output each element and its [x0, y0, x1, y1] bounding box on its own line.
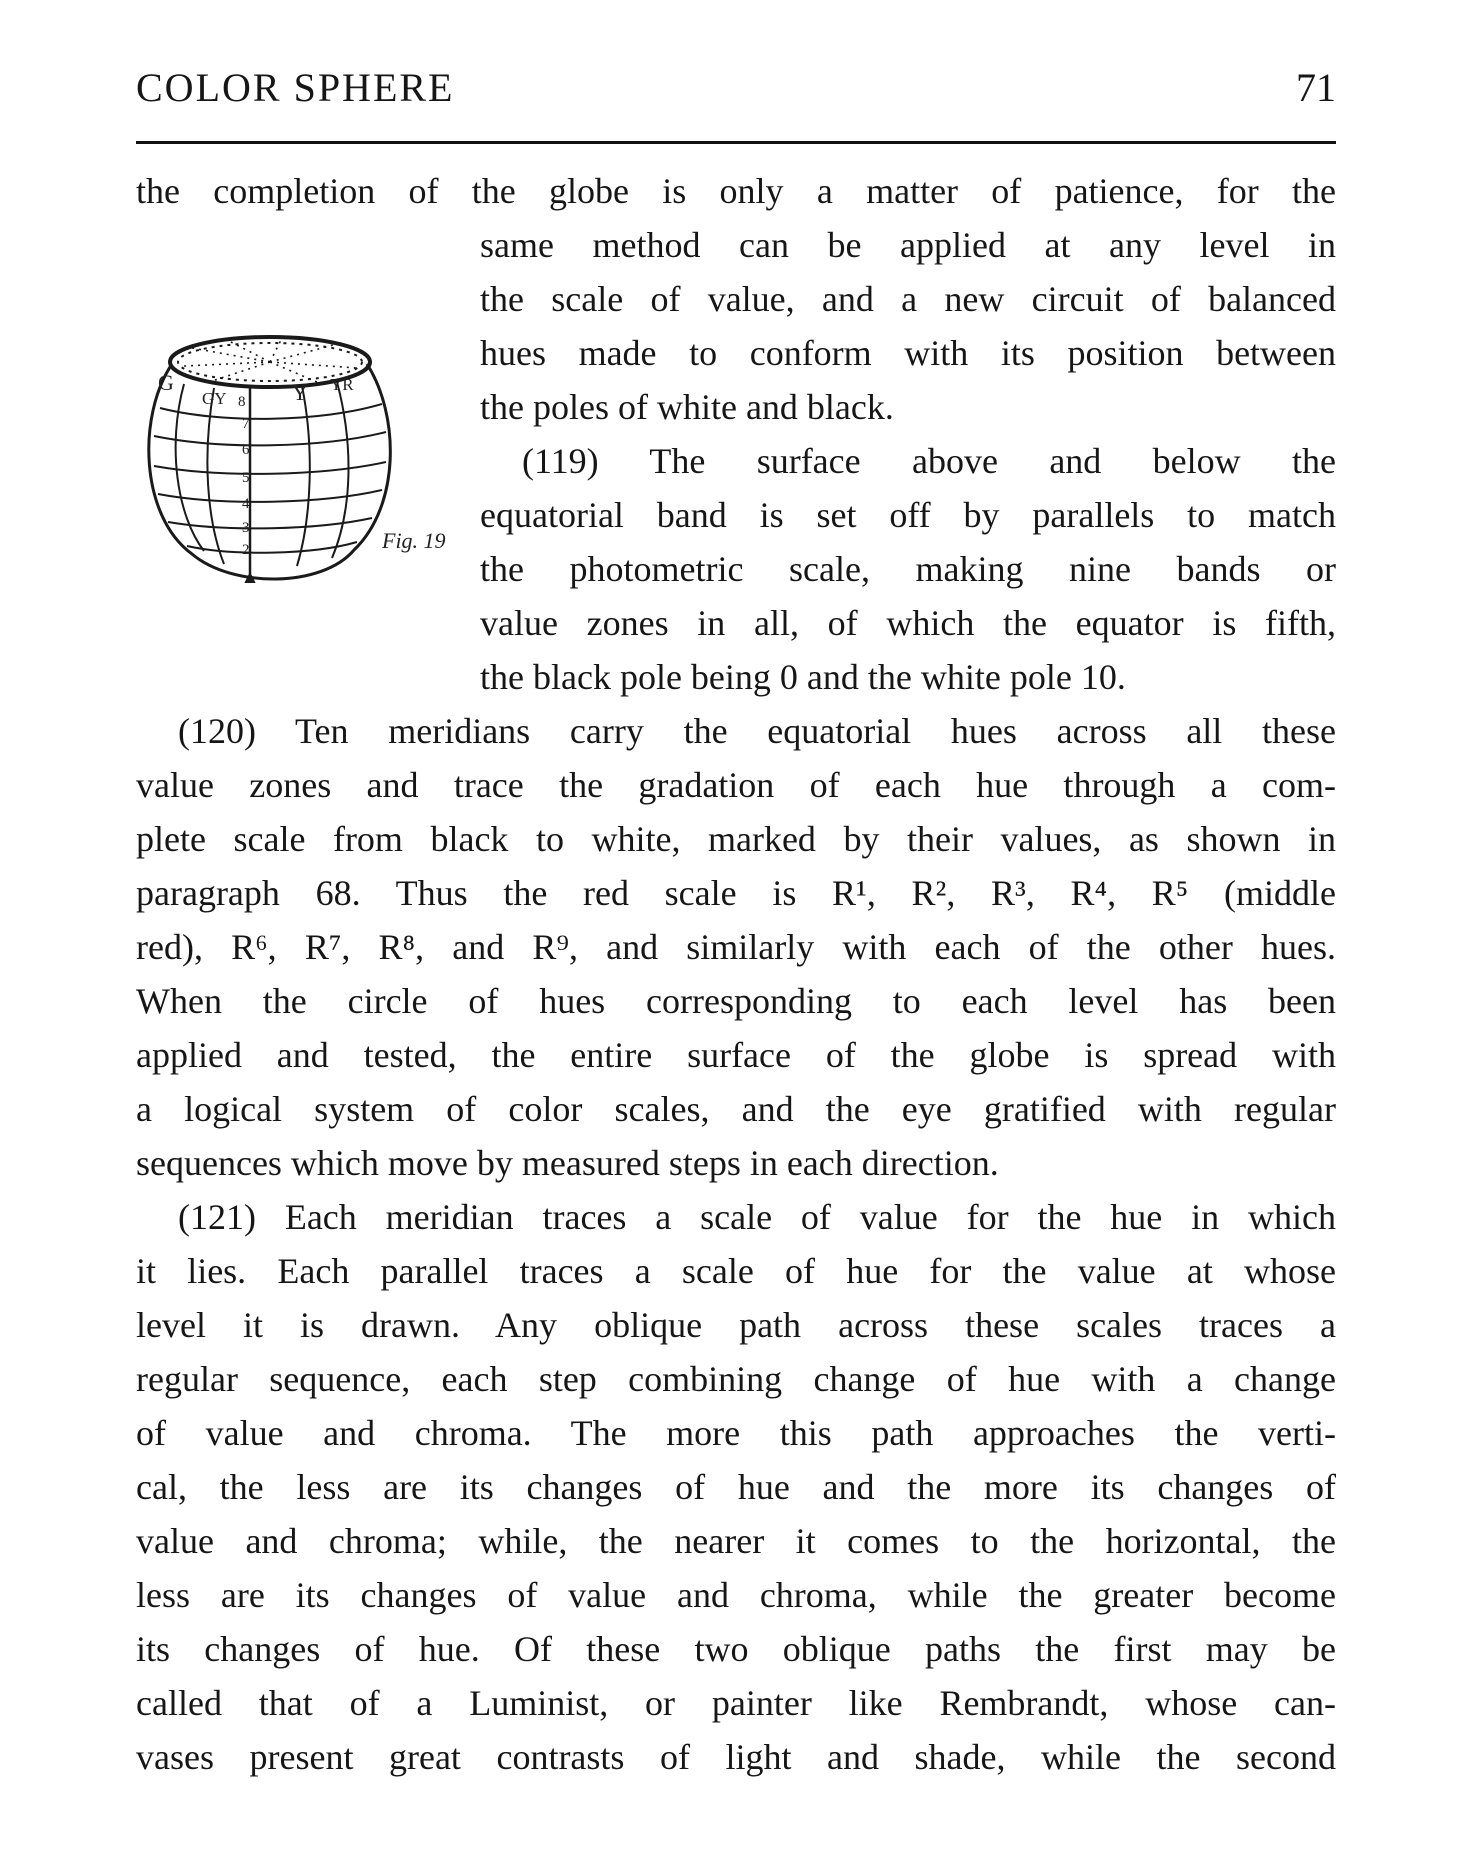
value-label-3: 3 — [242, 520, 250, 536]
body-line: the black pole being 0 and the white pole 10. — [480, 657, 1126, 697]
value-label-6: 6 — [242, 442, 250, 458]
color-sphere-figure — [132, 326, 472, 626]
hue-label-g: G — [158, 370, 174, 395]
running-head — [136, 58, 1336, 118]
body-line: red), R⁶, R⁷, R⁸, and R⁹, and similarly with each of the other hues. — [136, 927, 1336, 967]
body-line: called that of a Luminist, or painter like Rembrandt, whose can- — [136, 1683, 1336, 1723]
body-line: a logical system of color scales, and the eye gratified with regular — [136, 1089, 1336, 1129]
body-line: it lies. Each parallel traces a scale of hue for the value at whose — [136, 1251, 1336, 1291]
hue-label-y: Y — [292, 380, 308, 405]
color-sphere-drawing — [132, 326, 472, 626]
page-number: 71 — [1296, 65, 1336, 110]
value-label-4: 4 — [242, 496, 250, 512]
hue-label-gy: GY — [202, 389, 227, 408]
value-label-2: 2 — [242, 542, 250, 558]
body-line: the completion of the globe is only a matter of patience, for the — [136, 171, 1336, 211]
body-line: its changes of hue. Of these two oblique paths the first may be — [136, 1629, 1336, 1669]
figure-caption: Fig. 19 — [382, 528, 446, 553]
body-line: When the circle of hues corresponding to each level has been — [136, 981, 1336, 1021]
paragraph-121-start: (121) Each meridian traces a scale of value for the hue in which — [178, 1197, 1336, 1237]
paragraph-119-start: (119) The surface above and below the — [522, 441, 1336, 481]
body-line: the scale of value, and a new circuit of balanced — [480, 279, 1336, 319]
body-line: the photometric scale, making nine bands or — [480, 549, 1336, 589]
body-line: applied and tested, the entire surface of the globe is spread with — [136, 1035, 1336, 1075]
hue-label-yr: YR — [330, 375, 354, 394]
body-line: value and chroma; while, the nearer it comes to the horizontal, the — [136, 1521, 1336, 1561]
body-line: value zones and trace the gradation of each hue through a com- — [136, 765, 1336, 805]
body-line: same method can be applied at any level in — [480, 225, 1336, 265]
body-line: paragraph 68. Thus the red scale is R¹, R², R³, R⁴, R⁵ (middle — [136, 873, 1336, 913]
paragraph-120-start: (120) Ten meridians carry the equatorial hues across all these — [178, 711, 1336, 751]
value-label-8: 8 — [238, 394, 246, 410]
body-line: regular sequence, each step combining change of hue with a change — [136, 1359, 1336, 1399]
body-line: cal, the less are its changes of hue and the more its changes of — [136, 1467, 1336, 1507]
body-line: equatorial band is set off by parallels to match — [480, 495, 1336, 535]
body-line: level it is drawn. Any oblique path across these scales traces a — [136, 1305, 1336, 1345]
running-title: COLOR SPHERE — [136, 65, 455, 110]
header-rule — [136, 141, 1336, 144]
body-line: the poles of white and black. — [480, 387, 894, 427]
body-line: sequences which move by measured steps in each direction. — [136, 1143, 999, 1183]
body-line: vases present great contrasts of light and shade, while the second — [136, 1737, 1336, 1777]
value-label-7: 7 — [242, 416, 250, 432]
body-line: of value and chroma. The more this path approaches the verti- — [136, 1413, 1336, 1453]
body-line: plete scale from black to white, marked by their values, as shown in — [136, 819, 1336, 859]
body-line: value zones in all, of which the equator is fifth, — [480, 603, 1336, 643]
body-line: hues made to conform with its position between — [480, 333, 1336, 373]
body-line: less are its changes of value and chroma, while the greater become — [136, 1575, 1336, 1615]
value-label-5: 5 — [242, 470, 250, 486]
